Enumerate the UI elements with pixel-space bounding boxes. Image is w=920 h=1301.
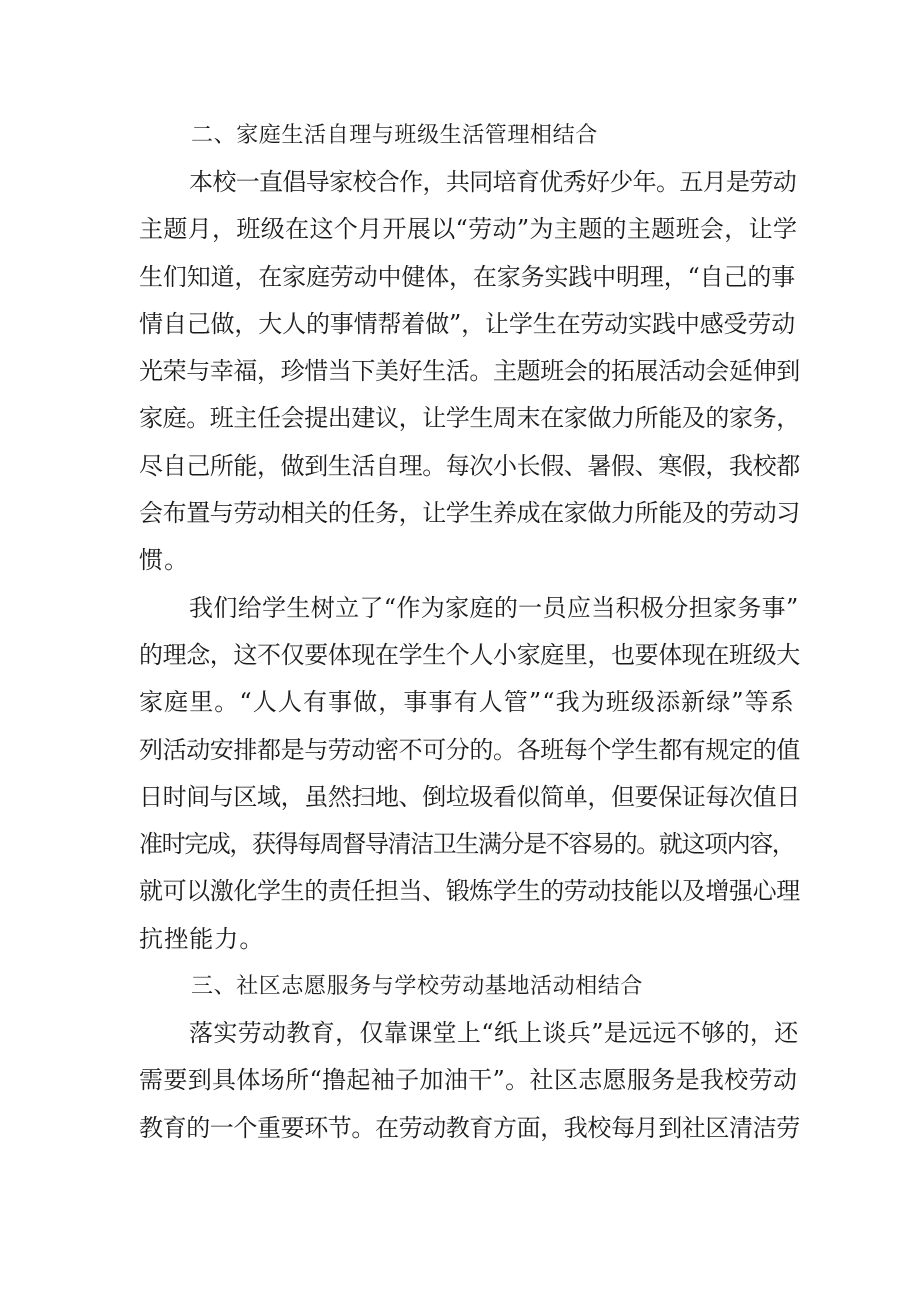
paragraph [139,1010,799,1152]
section-heading: 三、社区志愿服务与学校劳动基地活动相结合 [191,974,644,1000]
text-line: 列活动安排都是与劳动密不可分的。各班每个学生都有规定的值 [139,735,800,764]
text-line: 落实劳动教育，仅靠课堂上“纸上谈兵”是远远不够的，还 [189,1019,799,1048]
text-line: 惯。 [139,546,190,575]
text-line: 日时间与区域，虽然扫地、倒垃圾看似简单，但要保证每次值日 [139,782,800,811]
text-line: 的理念，这不仅要体现在学生个人小家庭里，也要体现在班级大 [139,640,800,669]
text-line: 抗挫能力。 [139,924,265,953]
text-line: 就可以激化学生的责任担当、锻炼学生的劳动技能以及增强心理 [139,877,800,906]
text-line: 我们给学生树立了“作为家庭的一员应当积极分担家务事” [189,593,799,622]
text-line: 需要到具体场所“撸起袖子加油干”。社区志愿服务是我校劳动 [139,1066,798,1095]
text-line: 家庭里。“人人有事做，事事有人管”“我为班级添新绿”等系 [139,688,795,717]
text-line: 情自己做，大人的事情帮着做”，让学生在劳动实践中感受劳动 [139,309,796,338]
paragraph [139,159,799,585]
paragraph [139,585,799,963]
document-body [139,112,799,1152]
text-line: 准时完成，获得每周督导清洁卫生满分是不容易的。就这项内容， [139,830,795,859]
section-heading: 二、家庭生活自理与班级生活管理相结合 [191,123,598,148]
text-line: 尽自己所能，做到生活自理。每次小长假、暑假、寒假，我校都 [139,451,800,480]
text-line: 生们知道，在家庭劳动中健体，在家务实践中明理，“自己的事 [139,262,796,291]
text-line: 会布置与劳动相关的任务，让学生养成在家做力所能及的劳动习 [139,499,800,528]
text-line: 本校一直倡导家校合作，共同培育优秀好少年。五月是劳动 [189,168,797,196]
text-line: 光荣与幸福，珍惜当下美好生活。主题班会的拓展活动会延伸到 [139,357,800,386]
text-line: 家庭。班主任会提出建议，让学生周末在家做力所能及的家务， [139,404,800,433]
text-line: 教育的一个重要环节。在劳动教育方面，我校每月到社区清洁劳 [139,1113,800,1142]
text-line: 主题月，班级在这个月开展以“劳动”为主题的主题班会，让学 [139,215,798,244]
